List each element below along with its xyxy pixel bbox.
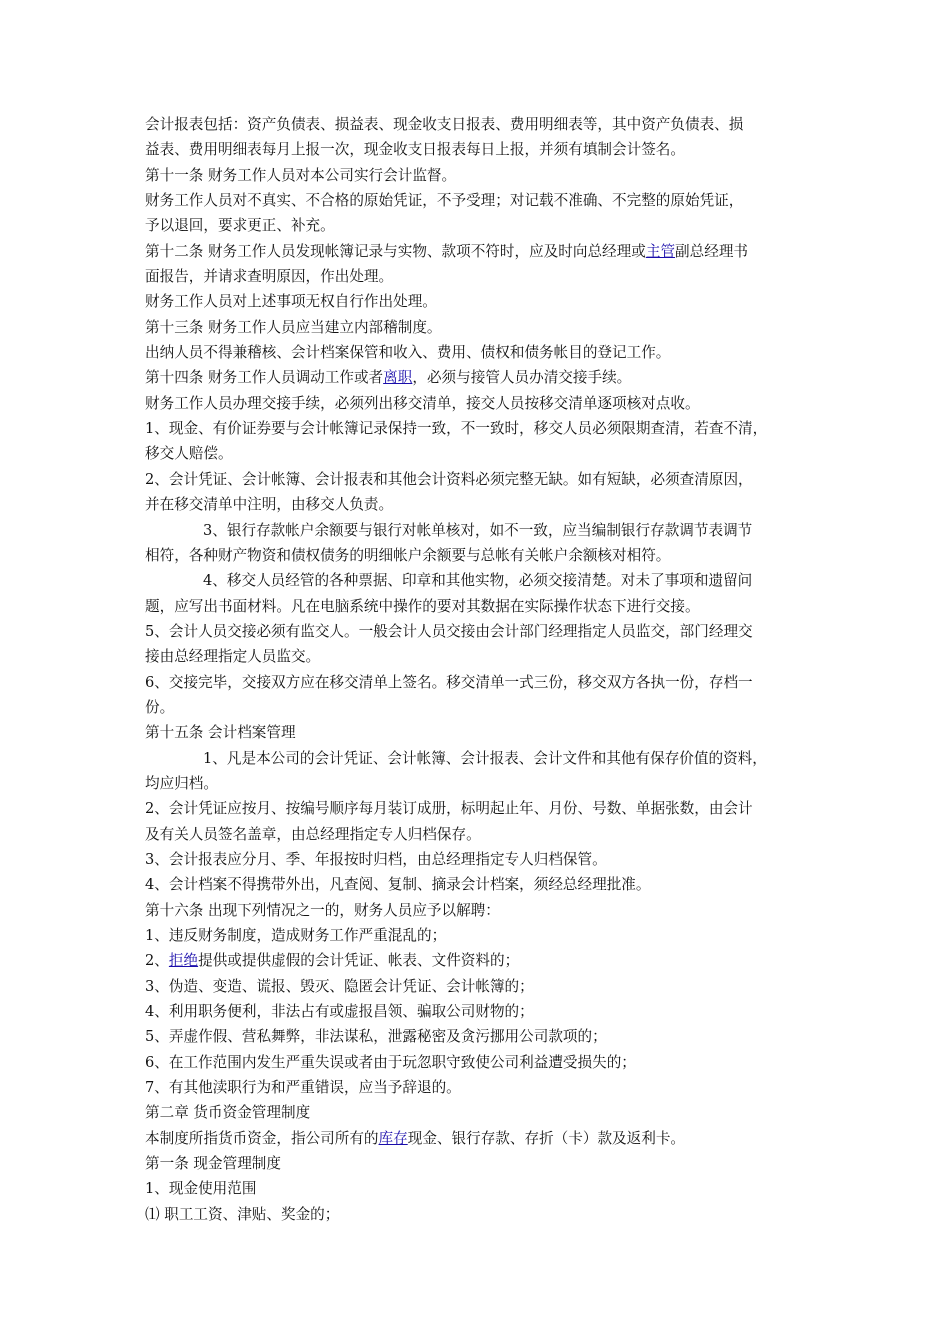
text-run: 并在移交清单中注明，由移交人负责。 bbox=[145, 496, 394, 514]
text-line bbox=[145, 594, 825, 619]
text-run: 财务工作人员办理交接手续，必须列出移交清单，接交人员按移交清单逐项核对点收。 bbox=[145, 394, 700, 412]
text-run: 7、有其他渎职行为和严重错误，应当予辞退的。 bbox=[145, 1079, 461, 1097]
text-line bbox=[145, 822, 825, 847]
text-line bbox=[145, 1202, 825, 1227]
text-line bbox=[145, 999, 825, 1024]
text-line bbox=[145, 391, 825, 416]
text-line bbox=[145, 315, 825, 340]
text-line bbox=[145, 416, 825, 441]
text-line bbox=[145, 695, 825, 720]
text-run: 本制度所指货币资金，指公司所有的 bbox=[145, 1129, 379, 1147]
text-line bbox=[145, 568, 825, 593]
text-run: 1、现金、有价证券要与会计帐簿记录保持一致，不一致时，移交人员必须限期查清，若查不清， bbox=[145, 420, 768, 438]
text-line bbox=[145, 543, 825, 568]
text-run: 面报告，并请求查明原因，作出处理。 bbox=[145, 268, 394, 286]
inline-link[interactable]: 库存 bbox=[378, 1129, 408, 1147]
text-line bbox=[145, 1075, 825, 1100]
document-page bbox=[145, 112, 825, 1227]
text-line bbox=[145, 1151, 825, 1176]
text-line bbox=[145, 365, 825, 390]
text-run: 1、违反财务制度，造成财务工作严重混乱的； bbox=[145, 927, 447, 944]
text-run: 第十五条 会计档案管理 bbox=[145, 724, 296, 742]
text-line bbox=[145, 974, 825, 999]
text-run: 2、 bbox=[145, 952, 169, 970]
text-line bbox=[145, 340, 825, 365]
text-run: 第十六条 出现下列情况之一的，财务人员应予以解聘： bbox=[145, 901, 500, 919]
text-run: 会计报表包括：资产负债表、损益表、现金收支日报表、费用明细表等，其中资产负债表、损 bbox=[145, 116, 744, 133]
text-run: 2、会计凭证应按月、按编号顺序每月装订成册，标明起止年、月份、号数、单据张数，由会计 bbox=[145, 800, 753, 818]
text-line bbox=[145, 239, 825, 264]
inline-link[interactable]: 主管 bbox=[645, 242, 676, 260]
text-run: 予以退回，要求更正、补充。 bbox=[145, 217, 335, 235]
text-run: ，必须与接管人员办清交接手续。 bbox=[412, 369, 632, 387]
text-run: 财务工作人员对不真实、不合格的原始凭证，不予受理；对记载不准确、不完整的原始凭证， bbox=[145, 192, 744, 210]
text-run: 相符，各种财产物资和债权债务的明细帐户余额要与总帐有关帐户余额核对相符。 bbox=[145, 546, 671, 564]
text-line bbox=[145, 923, 825, 948]
inline-link[interactable]: 离职 bbox=[383, 369, 413, 387]
text-run: 份。 bbox=[145, 698, 175, 716]
text-run: 第十三条 财务工作人员应当建立内部稽制度。 bbox=[145, 318, 442, 336]
text-run: 及有关人员签名盖章，由总经理指定专人归档保存。 bbox=[145, 825, 481, 843]
text-line bbox=[145, 771, 825, 796]
text-run: 出纳人员不得兼稽核、会计档案保管和收入、费用、债权和债务帐目的登记工作。 bbox=[145, 344, 671, 362]
text-run: 第十四条 财务工作人员调动工作或者 bbox=[145, 369, 384, 387]
text-run: 3、伪造、变造、谎报、毁灭、隐匿会计凭证、会计帐簿的； bbox=[145, 977, 534, 995]
text-line bbox=[145, 644, 825, 669]
text-run: 5、会计人员交接必须有监交人。一般会计人员交接由会计部门经理指定人员监交，部门经理交 bbox=[145, 622, 753, 640]
text-run: 1、凡是本公司的会计凭证、会计帐簿、会计报表、会计文件和其他有保存价值的资料， bbox=[203, 749, 767, 767]
text-run: 现金、银行存款、存折（卡）款及返利卡。 bbox=[407, 1129, 686, 1147]
text-line bbox=[145, 264, 825, 289]
text-line bbox=[145, 796, 825, 821]
text-run: 3、银行存款帐户余额要与银行对帐单核对，如不一致，应当编制银行存款调节表调节 bbox=[203, 521, 753, 539]
text-line bbox=[145, 1176, 825, 1201]
text-run: 提供或提供虚假的会计凭证、帐表、文件资料的； bbox=[198, 952, 520, 970]
text-line bbox=[145, 619, 825, 644]
text-run: 财务工作人员对上述事项无权自行作出处理。 bbox=[145, 293, 437, 311]
text-run: 第二章 货币资金管理制度 bbox=[145, 1104, 311, 1122]
text-run: 第十一条 财务工作人员对本公司实行会计监督。 bbox=[145, 166, 457, 184]
text-run: 6、在工作范围内发生严重失误或者由于玩忽职守致使公司利益遭受损失的； bbox=[145, 1053, 636, 1071]
text-line bbox=[145, 1024, 825, 1049]
text-line bbox=[145, 670, 825, 695]
text-run: 益表、费用明细表每月上报一次，现金收支日报表每日上报，并须有填制会计签名。 bbox=[145, 141, 685, 159]
text-run: 均应归档。 bbox=[145, 774, 218, 792]
text-line bbox=[145, 137, 825, 162]
text-run: 4、移交人员经管的各种票据、印章和其他实物，必须交接清楚。对未了事项和遗留问 bbox=[203, 572, 753, 590]
text-line bbox=[145, 746, 825, 771]
text-run: ⑴ 职工工资、津贴、奖金的； bbox=[145, 1205, 340, 1223]
text-line bbox=[145, 467, 825, 492]
text-run: 副总经理书 bbox=[675, 242, 749, 260]
text-line bbox=[145, 720, 825, 745]
text-run: 5、弄虚作假、营私舞弊，非法谋私，泄露秘密及贪污挪用公司款项的； bbox=[145, 1028, 607, 1046]
text-line bbox=[145, 1050, 825, 1075]
text-run: 1、现金使用范围 bbox=[145, 1180, 257, 1198]
text-line bbox=[145, 492, 825, 517]
text-line bbox=[145, 1126, 825, 1151]
text-run: 第十二条 财务工作人员发现帐簿记录与实物、款项不符时，应及时向总经理或 bbox=[145, 242, 646, 260]
text-line bbox=[145, 289, 825, 314]
text-run: 接由总经理指定人员监交。 bbox=[145, 648, 321, 666]
text-line bbox=[145, 847, 825, 872]
text-run: 4、会计档案不得携带外出，凡查阅、复制、摘录会计档案，须经总经理批准。 bbox=[145, 876, 651, 894]
text-run: 3、会计报表应分月、季、年报按时归档，由总经理指定专人归档保管。 bbox=[145, 850, 607, 868]
text-line bbox=[145, 948, 825, 973]
text-line bbox=[145, 112, 825, 137]
text-run: 题，应写出书面材料。凡在电脑系统中操作的要对其数据在实际操作状态下进行交接。 bbox=[145, 597, 700, 615]
text-line bbox=[145, 441, 825, 466]
text-line bbox=[145, 1100, 825, 1125]
inline-link[interactable]: 拒绝 bbox=[168, 952, 199, 970]
text-run: 4、利用职务便利，非法占有或虚报昌领、骗取公司财物的； bbox=[145, 1003, 534, 1021]
text-run: 第一条 现金管理制度 bbox=[145, 1155, 281, 1173]
text-run: 2、会计凭证、会计帐簿、会计报表和其他会计资料必须完整无缺。如有短缺，必须查清原因， bbox=[145, 470, 753, 488]
text-line bbox=[145, 213, 825, 238]
text-line bbox=[145, 188, 825, 213]
text-line bbox=[145, 518, 825, 543]
text-line bbox=[145, 163, 825, 188]
text-line bbox=[145, 872, 825, 897]
text-run: 6、交接完毕，交接双方应在移交清单上签名。移交清单一式三份，移交双方各执一份，存档一 bbox=[145, 673, 753, 691]
text-run: 移交人赔偿。 bbox=[145, 445, 233, 463]
text-line bbox=[145, 898, 825, 923]
